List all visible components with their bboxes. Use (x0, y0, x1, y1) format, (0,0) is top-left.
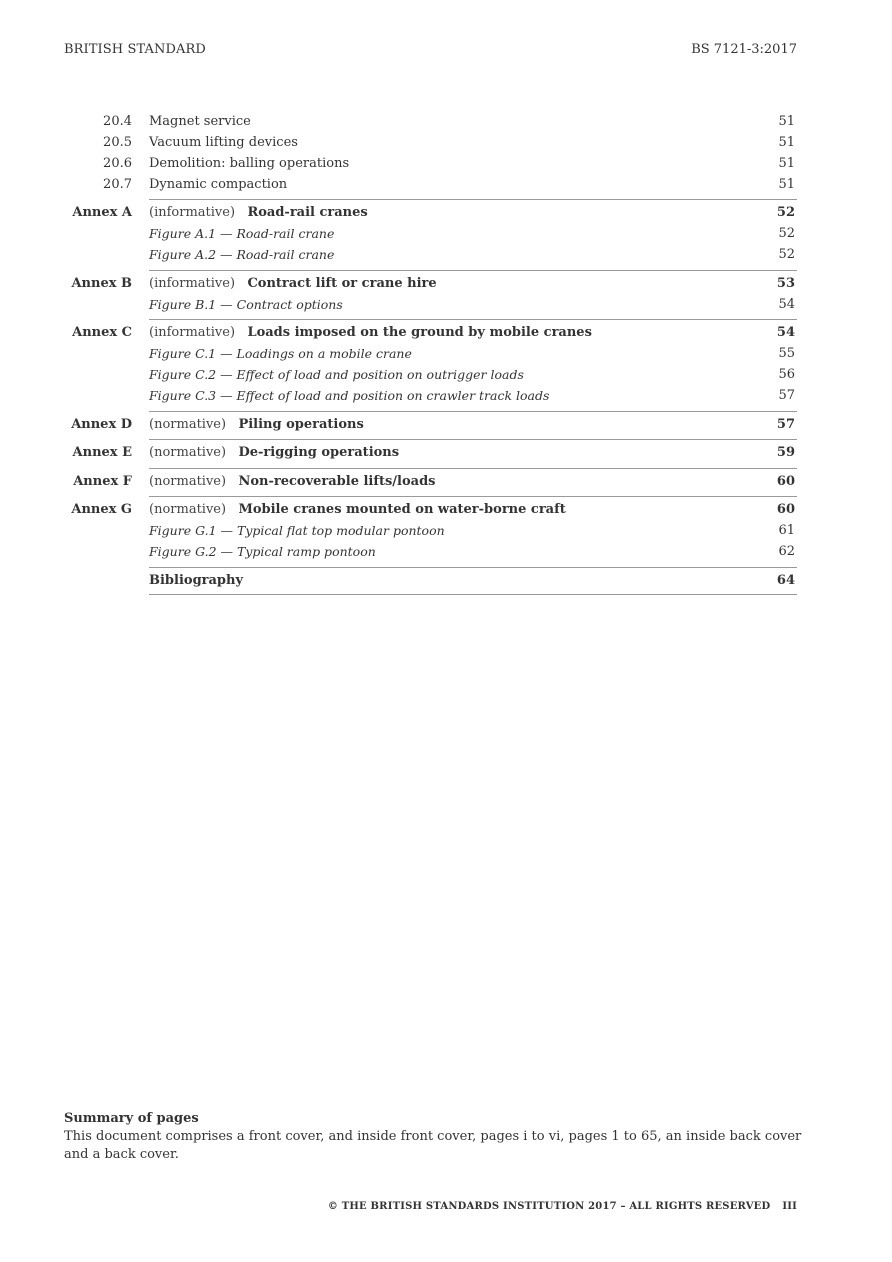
annex-title: Mobile cranes mounted on water-borne craft (238, 502, 566, 517)
toc-figure-row[interactable] (0, 385, 892, 406)
toc-page-number: 54 (778, 297, 795, 312)
toc-figure-row[interactable] (0, 541, 892, 562)
figure-title: Figure A.2 — Road-rail crane (149, 247, 335, 262)
annex-label: Annex C (72, 325, 132, 340)
annex-label: Annex G (71, 502, 132, 517)
annex-type: (normative) (149, 474, 227, 489)
toc-section-title: Magnet service (149, 114, 251, 129)
annex-title: Road-rail cranes (247, 205, 368, 220)
toc-annex-d-row[interactable] (0, 414, 892, 435)
annex-heading (149, 471, 435, 492)
toc-divider (149, 567, 797, 568)
figure-title: Figure G.1 — Typical flat top modular pontoon (149, 523, 445, 538)
toc-divider (149, 594, 797, 595)
annex-heading (149, 202, 368, 223)
toc-section-number: 20.6 (103, 156, 132, 171)
annex-type: (informative) (149, 276, 236, 291)
page-number: III (782, 1201, 797, 1212)
annex-title: Loads imposed on the ground by mobile cranes (247, 325, 592, 340)
toc-page-number: 52 (776, 205, 795, 220)
toc-section-number: 20.4 (103, 114, 132, 129)
figure-title: Figure B.1 — Contract options (149, 297, 343, 312)
summary-of-pages (64, 1110, 804, 1164)
toc-divider (149, 496, 797, 497)
toc-figure-row[interactable] (0, 520, 892, 541)
toc-page-number: 60 (776, 474, 795, 489)
annex-label: Annex F (73, 474, 132, 489)
annex-title: Contract lift or crane hire (247, 276, 437, 291)
toc-page-number: 51 (778, 114, 795, 129)
toc-annex-b-row[interactable] (0, 273, 892, 294)
copyright-notice: © THE BRITISH STANDARDS INSTITUTION 2017 – ALL RIGHTS RESERVED (327, 1201, 771, 1212)
header-standard-label: BRITISH STANDARD (64, 42, 206, 57)
header-document-number: BS 7121-3:2017 (691, 42, 797, 57)
annex-type: (normative) (149, 445, 227, 460)
toc-divider (149, 439, 797, 440)
toc-page-number: 55 (778, 346, 795, 361)
toc-section-number: 20.7 (103, 177, 132, 192)
figure-title: Figure C.1 — Loadings on a mobile crane (149, 346, 412, 361)
toc-annex-a-row[interactable] (0, 202, 892, 223)
annex-title: Non-recoverable lifts/loads (238, 474, 436, 489)
toc-page-number: 59 (776, 445, 795, 460)
toc-annex-g-row[interactable] (0, 499, 892, 520)
annex-label: Annex E (72, 445, 132, 460)
figure-title: Figure A.1 — Road-rail crane (149, 226, 335, 241)
toc-divider (149, 468, 797, 469)
toc-section-number: 20.5 (103, 135, 132, 150)
annex-title: De-rigging operations (238, 445, 400, 460)
toc-bibliography-row[interactable] (0, 570, 892, 591)
toc-figure-row[interactable] (0, 364, 892, 385)
toc-figure-row[interactable] (0, 223, 892, 244)
annex-type: (normative) (149, 502, 227, 517)
toc-divider (149, 270, 797, 271)
annex-heading (149, 499, 566, 520)
annex-heading (149, 442, 399, 463)
bibliography-title: Bibliography (149, 573, 244, 588)
toc-divider (149, 411, 797, 412)
toc-page-number: 60 (776, 502, 795, 517)
toc-section-title: Vacuum lifting devices (149, 135, 298, 150)
toc-page-number: 64 (776, 573, 795, 588)
annex-heading (149, 414, 364, 435)
annex-label: Annex B (71, 276, 132, 291)
toc-section-row[interactable] (0, 153, 892, 174)
toc-page-number: 61 (778, 523, 795, 538)
toc-page-number: 51 (778, 156, 795, 171)
annex-type: (informative) (149, 205, 236, 220)
toc-annex-f-row[interactable] (0, 471, 892, 492)
summary-text: This document comprises a front cover, and inside front cover, pages i to vi, pages 1 to 65, an inside back cover and a back cover. (64, 1129, 802, 1162)
toc-section-row[interactable] (0, 111, 892, 132)
toc-figure-row[interactable] (0, 343, 892, 364)
toc-section-title: Dynamic compaction (149, 177, 288, 192)
toc-page-number: 52 (778, 226, 795, 241)
toc-page-number: 51 (778, 135, 795, 150)
annex-type: (normative) (149, 417, 227, 432)
figure-title: Figure C.3 — Effect of load and position on crawler track loads (149, 388, 550, 403)
annex-heading (149, 273, 437, 294)
figure-title: Figure G.2 — Typical ramp pontoon (149, 544, 376, 559)
toc-page-number: 62 (778, 544, 795, 559)
toc-divider (149, 319, 797, 320)
page-footer (328, 1201, 797, 1212)
annex-label: Annex A (72, 205, 132, 220)
toc-divider (149, 199, 797, 200)
annex-type: (informative) (149, 325, 236, 340)
toc-page-number: 56 (778, 367, 795, 382)
figure-title: Figure C.2 — Effect of load and position on outrigger loads (149, 367, 524, 382)
annex-heading (149, 322, 592, 343)
toc-page-number: 57 (778, 388, 795, 403)
toc-page-number: 51 (778, 177, 795, 192)
annex-title: Piling operations (238, 417, 364, 432)
toc-page-number: 54 (776, 325, 795, 340)
toc-figure-row[interactable] (0, 294, 892, 315)
annex-label: Annex D (71, 417, 132, 432)
toc-section-row[interactable] (0, 132, 892, 153)
toc-page-number: 52 (778, 247, 795, 262)
toc-figure-row[interactable] (0, 244, 892, 265)
summary-title: Summary of pages (64, 1111, 199, 1126)
toc-annex-c-row[interactable] (0, 322, 892, 343)
toc-page-number: 53 (776, 276, 795, 291)
toc-section-title: Demolition: balling operations (149, 156, 350, 171)
table-of-contents (0, 111, 892, 588)
toc-section-row[interactable] (0, 174, 892, 195)
toc-page-number: 57 (776, 417, 795, 432)
toc-annex-e-row[interactable] (0, 442, 892, 463)
